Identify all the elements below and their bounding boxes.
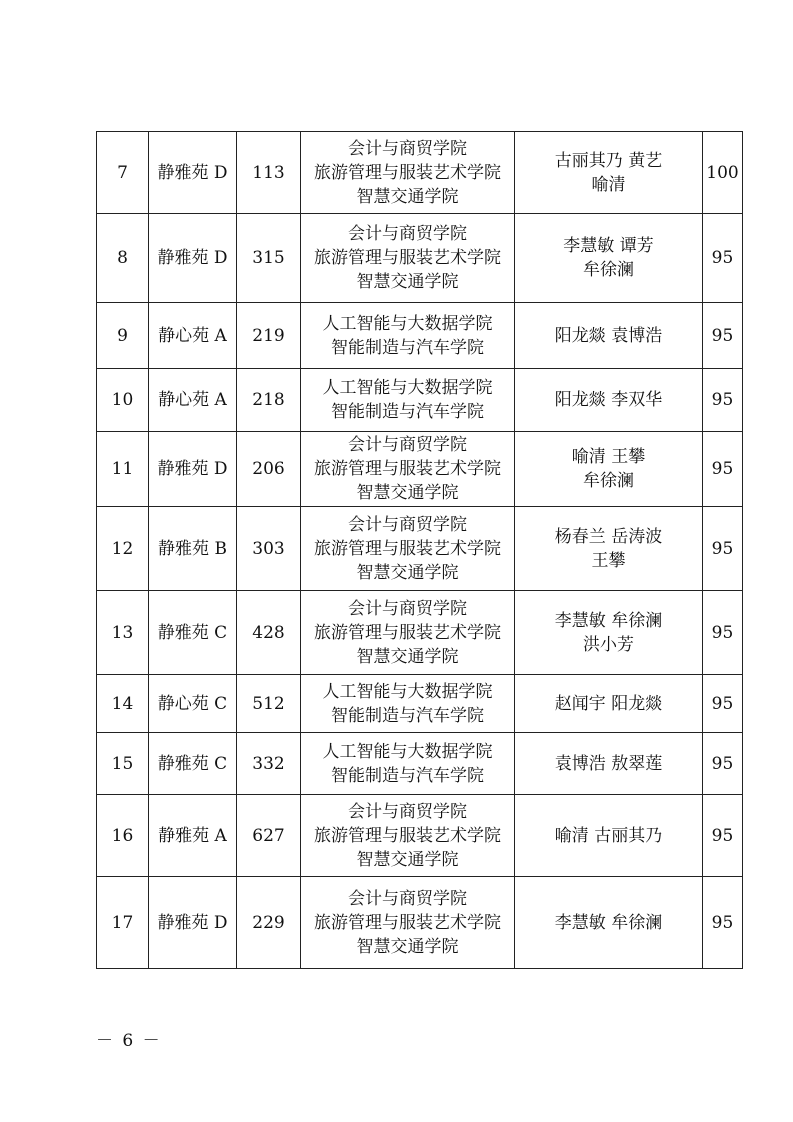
person-names: 喻清 古丽其乃 xyxy=(554,825,663,846)
person-names: 赵闻宇 阳龙燚 xyxy=(554,693,663,714)
table-body xyxy=(97,132,743,969)
person-names: 王攀 xyxy=(591,550,626,571)
college-name: 智能制造与汽车学院 xyxy=(331,765,484,786)
cell-score: 95 xyxy=(703,733,743,795)
dormitory-inspection-table xyxy=(96,131,743,969)
cell-colleges xyxy=(301,303,515,369)
person-names: 牟徐澜 xyxy=(583,260,634,280)
cell-number: 8 xyxy=(97,214,149,303)
college-name: 旅游管理与服装艺术学院 xyxy=(314,459,501,479)
college-name: 旅游管理与服装艺术学院 xyxy=(314,825,501,846)
cell-colleges xyxy=(301,733,515,795)
college-name: 会计与商贸学院 xyxy=(348,435,467,455)
cell-number: 12 xyxy=(97,507,149,591)
table-row xyxy=(97,214,743,303)
table-row xyxy=(97,507,743,591)
table-row xyxy=(97,877,743,969)
cell-number: 16 xyxy=(97,795,149,877)
cell-room: 512 xyxy=(237,675,301,733)
college-name: 会计与商贸学院 xyxy=(348,224,467,244)
cell-colleges xyxy=(301,507,515,591)
person-names: 李慧敏 谭芳 xyxy=(563,236,654,256)
table-row xyxy=(97,591,743,675)
college-name: 智能制造与汽车学院 xyxy=(331,402,484,422)
cell-room: 218 xyxy=(237,369,301,432)
college-name: 智能制造与汽车学院 xyxy=(331,705,484,726)
cell-building: 静雅苑 C xyxy=(149,591,237,675)
college-name: 人工智能与大数据学院 xyxy=(322,378,493,398)
college-name: 会计与商贸学院 xyxy=(348,138,467,159)
cell-score: 95 xyxy=(703,432,743,507)
table-row xyxy=(97,369,743,432)
table-row xyxy=(97,795,743,877)
cell-persons xyxy=(515,132,703,214)
cell-score: 95 xyxy=(703,675,743,733)
cell-room: 627 xyxy=(237,795,301,877)
college-name: 旅游管理与服装艺术学院 xyxy=(314,248,501,268)
cell-room: 219 xyxy=(237,303,301,369)
person-names: 李慧敏 牟徐澜 xyxy=(554,610,663,631)
cell-colleges xyxy=(301,214,515,303)
cell-persons xyxy=(515,675,703,733)
table-row xyxy=(97,733,743,795)
cell-colleges xyxy=(301,132,515,214)
cell-score: 95 xyxy=(703,369,743,432)
college-name: 旅游管理与服装艺术学院 xyxy=(314,912,501,933)
college-name: 智慧交通学院 xyxy=(356,483,459,503)
cell-number: 14 xyxy=(97,675,149,733)
cell-number: 11 xyxy=(97,432,149,507)
cell-persons xyxy=(515,733,703,795)
cell-score: 100 xyxy=(703,132,743,214)
cell-colleges xyxy=(301,795,515,877)
cell-room: 206 xyxy=(237,432,301,507)
cell-building: 静心苑 C xyxy=(149,675,237,733)
cell-number: 17 xyxy=(97,877,149,969)
person-names: 杨春兰 岳涛波 xyxy=(554,526,663,547)
cell-score: 95 xyxy=(703,591,743,675)
cell-score: 95 xyxy=(703,214,743,303)
college-name: 会计与商贸学院 xyxy=(348,801,467,822)
cell-building: 静心苑 A xyxy=(149,303,237,369)
person-names: 洪小芳 xyxy=(583,634,634,655)
cell-score: 95 xyxy=(703,877,743,969)
cell-room: 229 xyxy=(237,877,301,969)
cell-building: 静雅苑 D xyxy=(149,877,237,969)
cell-building: 静雅苑 B xyxy=(149,507,237,591)
college-name: 智慧交通学院 xyxy=(356,936,459,957)
cell-number: 7 xyxy=(97,132,149,214)
cell-score: 95 xyxy=(703,303,743,369)
cell-building: 静雅苑 D xyxy=(149,214,237,303)
cell-persons xyxy=(515,591,703,675)
table-row xyxy=(97,303,743,369)
college-name: 人工智能与大数据学院 xyxy=(322,741,493,762)
cell-colleges xyxy=(301,877,515,969)
cell-persons xyxy=(515,795,703,877)
cell-persons xyxy=(515,369,703,432)
cell-building: 静雅苑 D xyxy=(149,132,237,214)
cell-room: 113 xyxy=(237,132,301,214)
cell-persons xyxy=(515,432,703,507)
college-name: 智慧交通学院 xyxy=(356,849,459,870)
cell-number: 9 xyxy=(97,303,149,369)
cell-room: 428 xyxy=(237,591,301,675)
person-names: 阳龙燚 李双华 xyxy=(554,390,663,410)
page-number: － 6 － xyxy=(96,1031,162,1051)
cell-room: 332 xyxy=(237,733,301,795)
college-name: 旅游管理与服装艺术学院 xyxy=(314,538,501,559)
college-name: 智慧交通学院 xyxy=(356,272,459,292)
cell-persons xyxy=(515,303,703,369)
person-names: 喻清 xyxy=(591,174,626,195)
cell-colleges xyxy=(301,369,515,432)
cell-colleges xyxy=(301,591,515,675)
cell-number: 10 xyxy=(97,369,149,432)
cell-persons xyxy=(515,877,703,969)
cell-colleges xyxy=(301,432,515,507)
cell-score: 95 xyxy=(703,507,743,591)
cell-building: 静雅苑 A xyxy=(149,795,237,877)
person-names: 李慧敏 牟徐澜 xyxy=(554,912,663,933)
college-name: 人工智能与大数据学院 xyxy=(322,313,493,334)
college-name: 智慧交通学院 xyxy=(356,646,459,667)
cell-building: 静雅苑 C xyxy=(149,733,237,795)
table-row xyxy=(97,132,743,214)
person-names: 阳龙燚 袁博浩 xyxy=(554,325,663,346)
college-name: 智慧交通学院 xyxy=(356,186,459,207)
college-name: 人工智能与大数据学院 xyxy=(322,681,493,702)
cell-colleges xyxy=(301,675,515,733)
cell-persons xyxy=(515,214,703,303)
person-names: 袁博浩 敖翠莲 xyxy=(554,753,663,774)
table-row xyxy=(97,675,743,733)
person-names: 牟徐澜 xyxy=(583,471,634,491)
person-names: 古丽其乃 黄艺 xyxy=(554,150,663,171)
table-row xyxy=(97,432,743,507)
college-name: 旅游管理与服装艺术学院 xyxy=(314,162,501,183)
cell-number: 13 xyxy=(97,591,149,675)
college-name: 会计与商贸学院 xyxy=(348,598,467,619)
cell-building: 静雅苑 D xyxy=(149,432,237,507)
college-name: 智能制造与汽车学院 xyxy=(331,337,484,358)
college-name: 会计与商贸学院 xyxy=(348,514,467,535)
person-names: 喻清 王攀 xyxy=(571,447,646,467)
college-name: 智慧交通学院 xyxy=(356,562,459,583)
cell-building: 静心苑 A xyxy=(149,369,237,432)
college-name: 会计与商贸学院 xyxy=(348,888,467,909)
college-name: 旅游管理与服装艺术学院 xyxy=(314,622,501,643)
cell-score: 95 xyxy=(703,795,743,877)
cell-room: 315 xyxy=(237,214,301,303)
cell-room: 303 xyxy=(237,507,301,591)
cell-persons xyxy=(515,507,703,591)
cell-number: 15 xyxy=(97,733,149,795)
